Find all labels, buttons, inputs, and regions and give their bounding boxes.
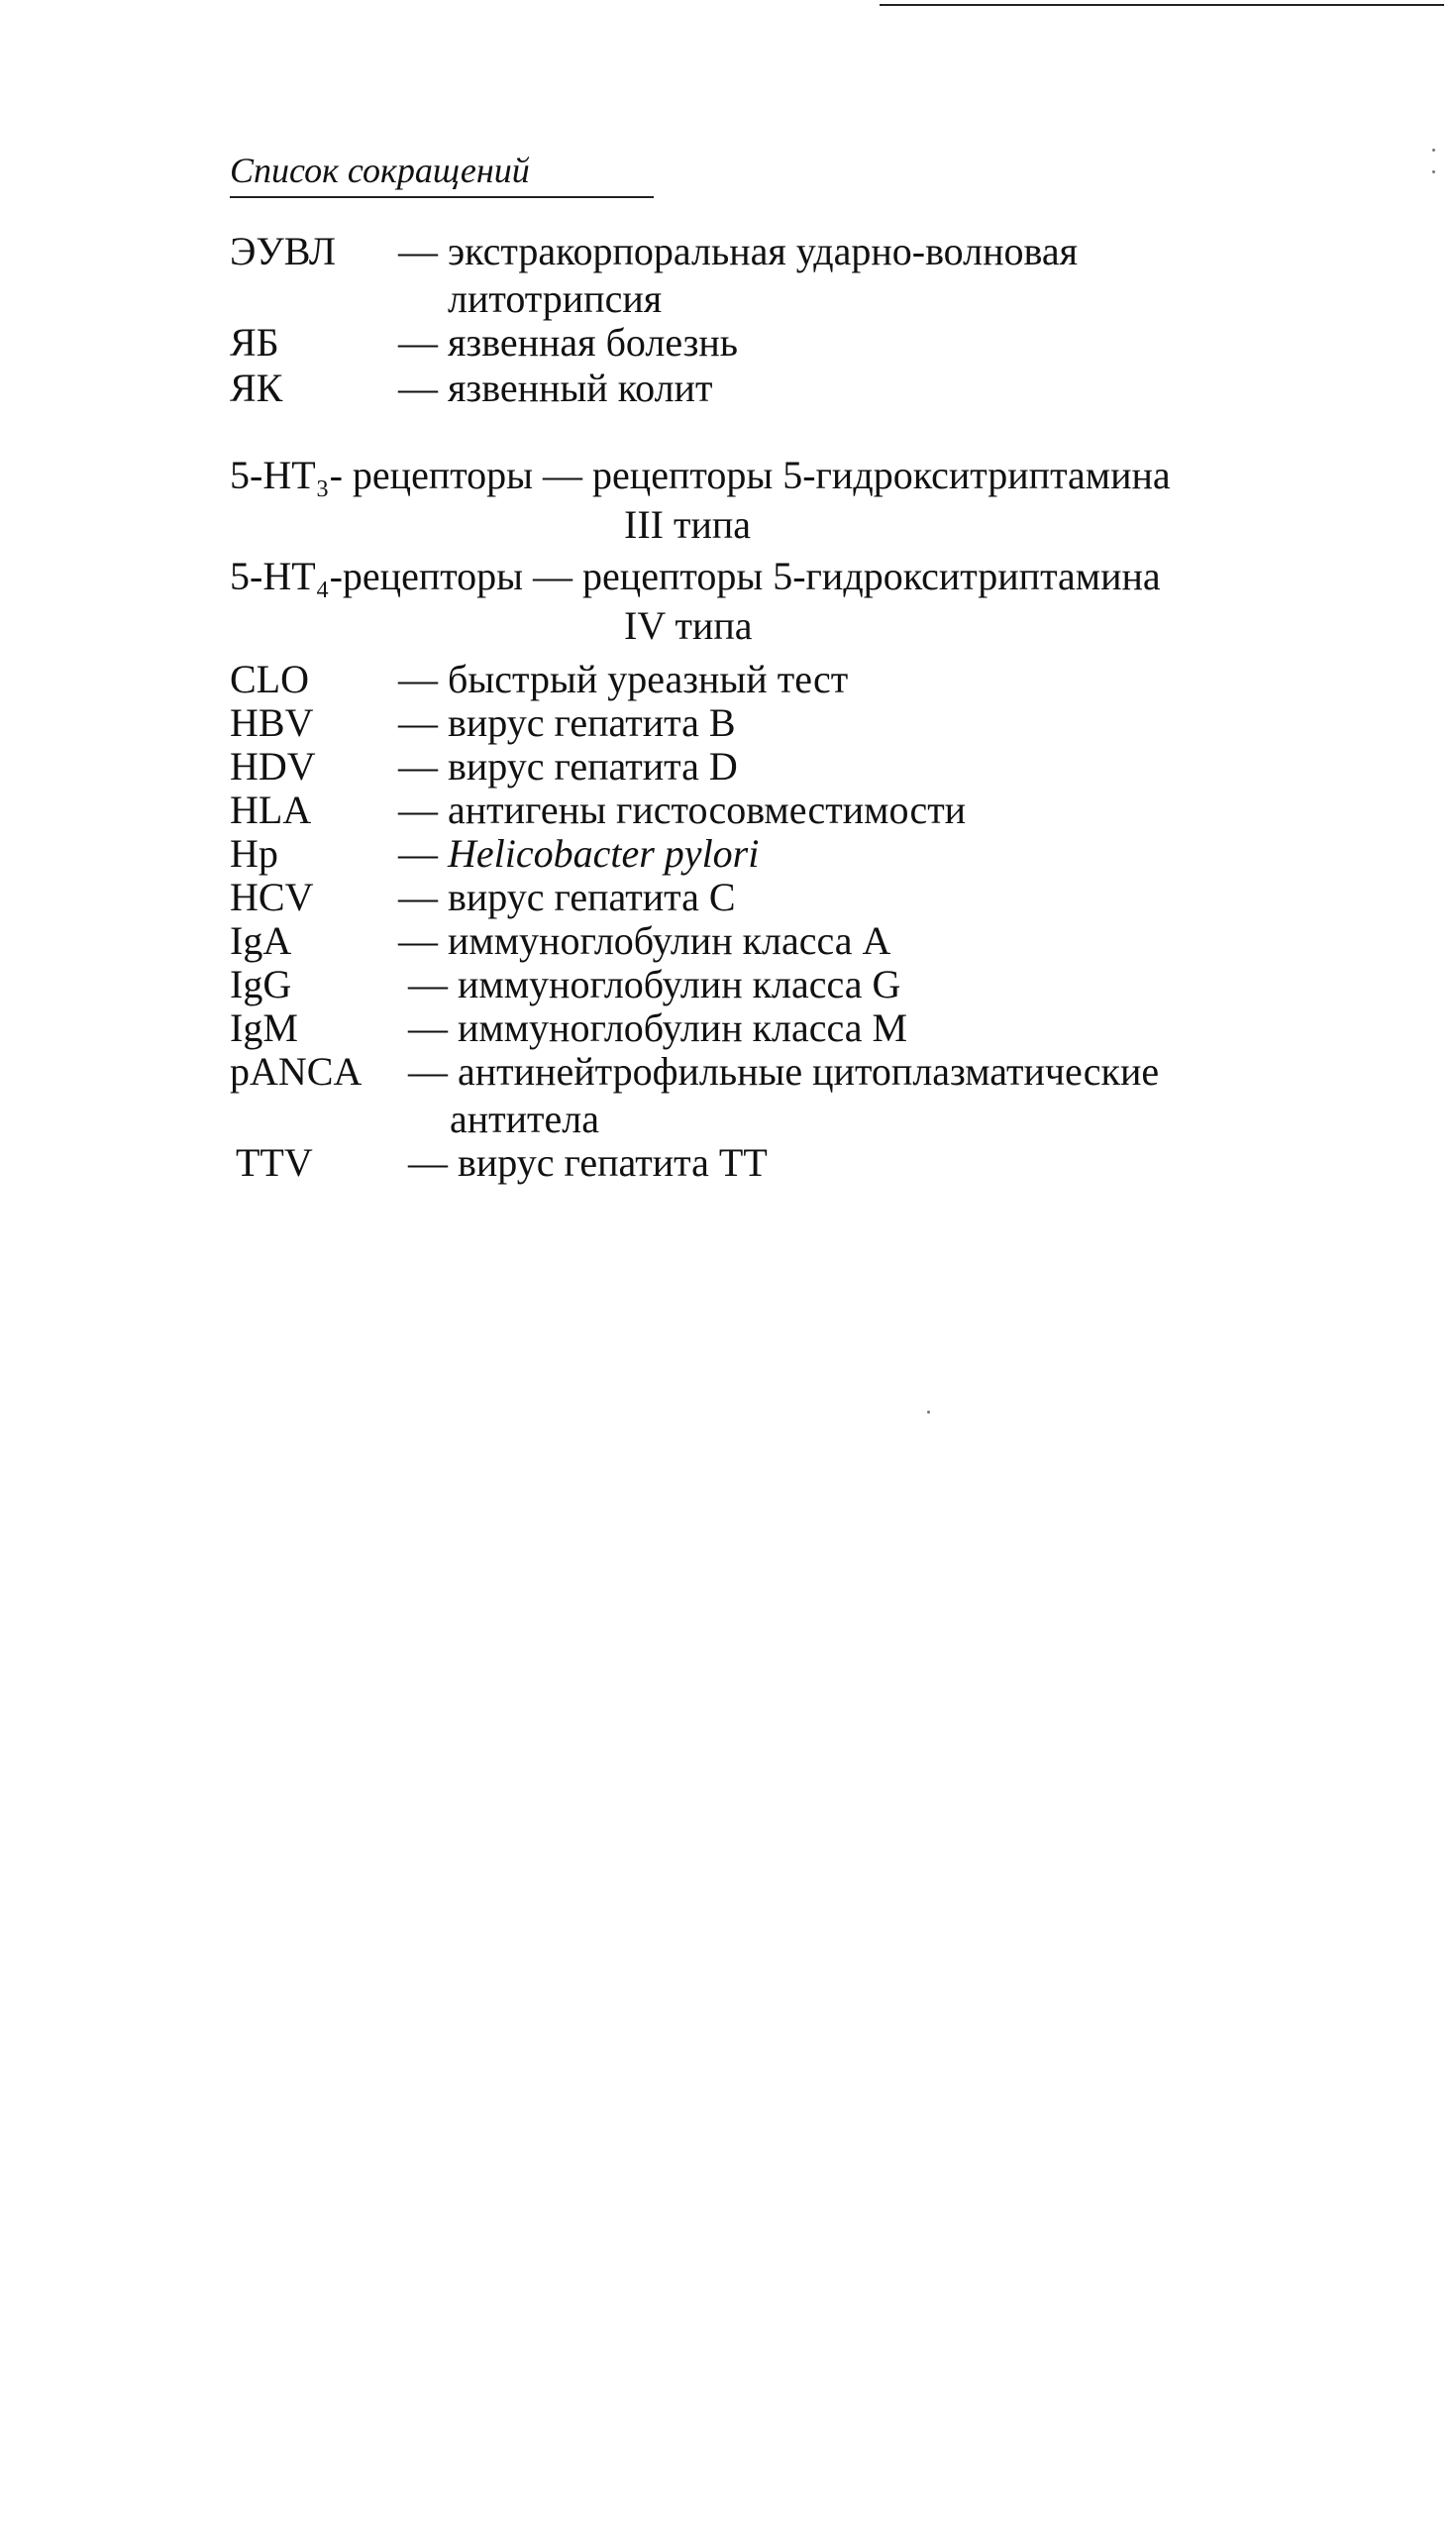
definition: — быстрый уреазный тест — [398, 657, 849, 701]
definition: — вирус гепатита D — [398, 744, 738, 789]
top-rule — [880, 4, 1444, 6]
definition-dash: — — [398, 831, 448, 876]
scan-speck — [1432, 170, 1435, 173]
definition: — антинейтрофильные цитоплазматические — [408, 1049, 1160, 1094]
abbreviation: IgG — [230, 962, 292, 1006]
abbreviation: ЯК — [230, 366, 283, 410]
abbreviation: HLA — [230, 788, 312, 832]
definition: — язвенная болезнь — [398, 320, 739, 365]
abbreviation: IgA — [230, 918, 292, 963]
receptor-entry: 5-HT₄-рецепторы — рецепторы 5-гидрокситриптамина — [230, 554, 1161, 598]
abbreviation: ЯБ — [230, 320, 279, 365]
definition-italic: Helicobacter pylori — [448, 831, 760, 876]
abbreviation: ЭУВЛ — [230, 229, 337, 273]
abbreviation: CLO — [230, 657, 309, 701]
definition: — вирус гепатита ТТ — [408, 1140, 768, 1185]
abbreviation: Hp — [230, 831, 278, 876]
definition: — иммуноглобулин класса M — [408, 1005, 908, 1050]
scan-speck — [927, 1411, 930, 1414]
abbreviation: TTV — [236, 1140, 313, 1185]
scan-speck — [1432, 149, 1435, 152]
abbreviation: HCV — [230, 875, 314, 919]
definition-continuation: литотрипсия — [448, 276, 663, 321]
abbreviation: HDV — [230, 744, 316, 789]
definition: — экстракорпоральная ударно-волновая — [398, 229, 1079, 273]
definition: — иммуноглобулин класса G — [408, 962, 901, 1006]
abbreviation: HBV — [230, 700, 314, 745]
abbreviation: IgM — [230, 1005, 298, 1050]
definition: — иммуноглобулин класса А — [398, 918, 891, 963]
receptor-entry-continuation: III типа — [624, 502, 752, 547]
running-head-rule — [230, 196, 654, 198]
definition-continuation: антитела — [450, 1097, 599, 1141]
definition: — вирус гепатита C — [398, 875, 736, 919]
definition: — антигены гистосовместимости — [398, 788, 967, 832]
running-head: Список сокращений — [230, 151, 530, 190]
abbreviation: pANCA — [230, 1049, 363, 1094]
receptor-entry-continuation: IV типа — [624, 603, 753, 648]
definition: — вирус гепатита B — [398, 700, 736, 745]
definition: — язвенный колит — [398, 366, 713, 410]
definition — [398, 830, 759, 878]
receptor-entry: 5-HT₃- рецепторы — рецепторы 5-гидрокситриптамина — [230, 453, 1171, 497]
